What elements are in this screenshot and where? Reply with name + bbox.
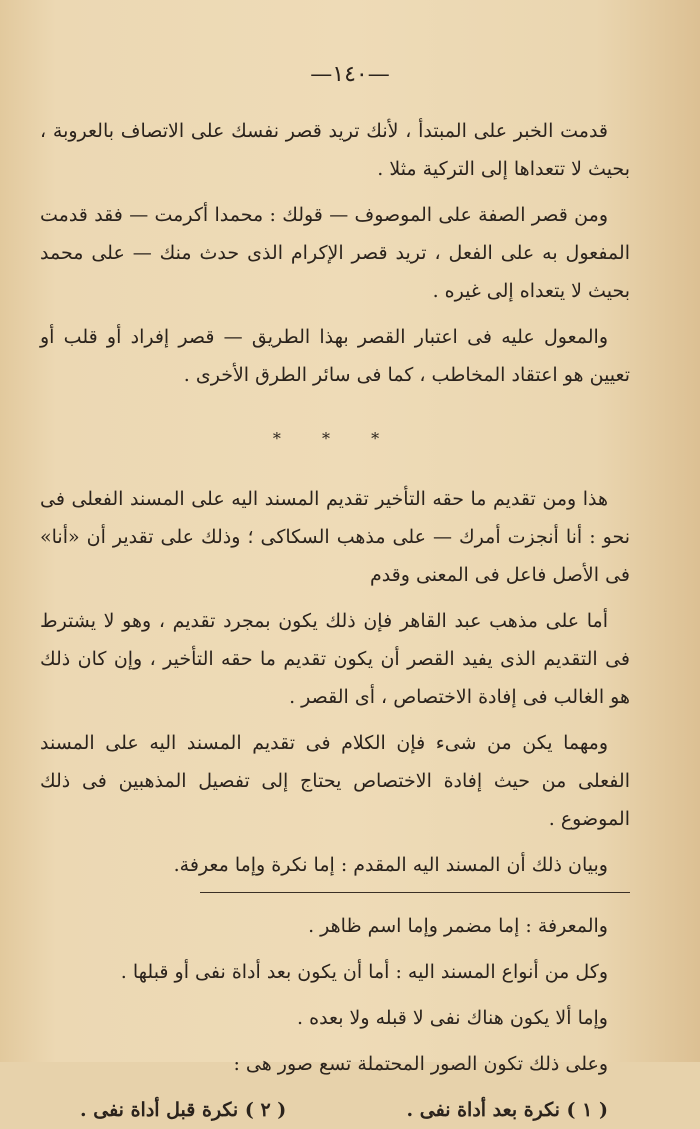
- paragraph: ومن قصر الصفة على الموصوف — قولك : محمدا أكرمت — فقد قدمت المفعول به على الفعل ، تريد قصر الإكرام الذى حدث منك — على محمد بحيث لا يتعداه إلى غيره .: [40, 204, 630, 302]
- paragraph: وبيان ذلك أن المسند اليه المقدم : إما نكرة وإما معرفة.: [173, 854, 608, 876]
- paragraph: قدمت الخبر على المبتدأ ، لأنك تريد قصر نفسك على الاتصاف بالعروبة ، بحيث لا تتعداها إلى التركية مثلا .: [40, 120, 630, 180]
- section-separator: * * *: [272, 429, 398, 448]
- body-text: [40, 112, 630, 1129]
- paragraph: أما على مذهب عبد القاهر فإن ذلك يكون بمجرد تقديم ، وهو لا يشترط فى التقديم الذى يفيد القصر أن يكون تقديم ما حقه التأخير ، وإن كان ذلك هو الغالب فى إفادة الاختصاص ، أى القصر .: [40, 610, 630, 708]
- paragraph: هذا ومن تقديم ما حقه التأخير تقديم المسند اليه على المسند الفعلى فى نحو : أنا أنجزت أمرك — على مذهب السكاكى ؛ وذلك على تقدير أن «أنا» فى الأصل فاعل فى المعنى وقدم: [40, 488, 630, 586]
- horizontal-rule: [200, 892, 630, 893]
- list-item: ( ١ ) نكرة بعد أداة نفى .: [406, 1099, 608, 1121]
- paragraph: وكل من أنواع المسند اليه : أما أن يكون بعد أداة نفى أو قبلها .: [120, 961, 608, 983]
- paragraph: وإما ألا يكون هناك نفى لا قبله ولا بعده .: [297, 1007, 608, 1029]
- paragraph: والمعرفة : إما مضمر وإما اسم ظاهر .: [308, 915, 608, 937]
- paragraph: والمعول عليه فى اعتبار القصر بهذا الطريق — قصر إفراد أو قلب أو تعيين هو اعتقاد المخاطب ، كما فى سائر الطرق الأخرى .: [40, 326, 630, 386]
- page-number: —١٤٠—: [310, 62, 390, 87]
- list-item: ( ٢ ) نكرة قبل أداة نفى .: [80, 1099, 287, 1121]
- paragraph: ومهما يكن من شىء فإن الكلام فى تقديم المسند اليه على المسند الفعلى من حيث إفادة الاختصاص يحتاج إلى تفصيل المذهبين فى ذلك الموضوع .: [40, 732, 630, 830]
- paragraph: وعلى ذلك تكون الصور المحتملة تسع صور هى :: [233, 1053, 608, 1075]
- enumerated-list: [40, 1091, 630, 1129]
